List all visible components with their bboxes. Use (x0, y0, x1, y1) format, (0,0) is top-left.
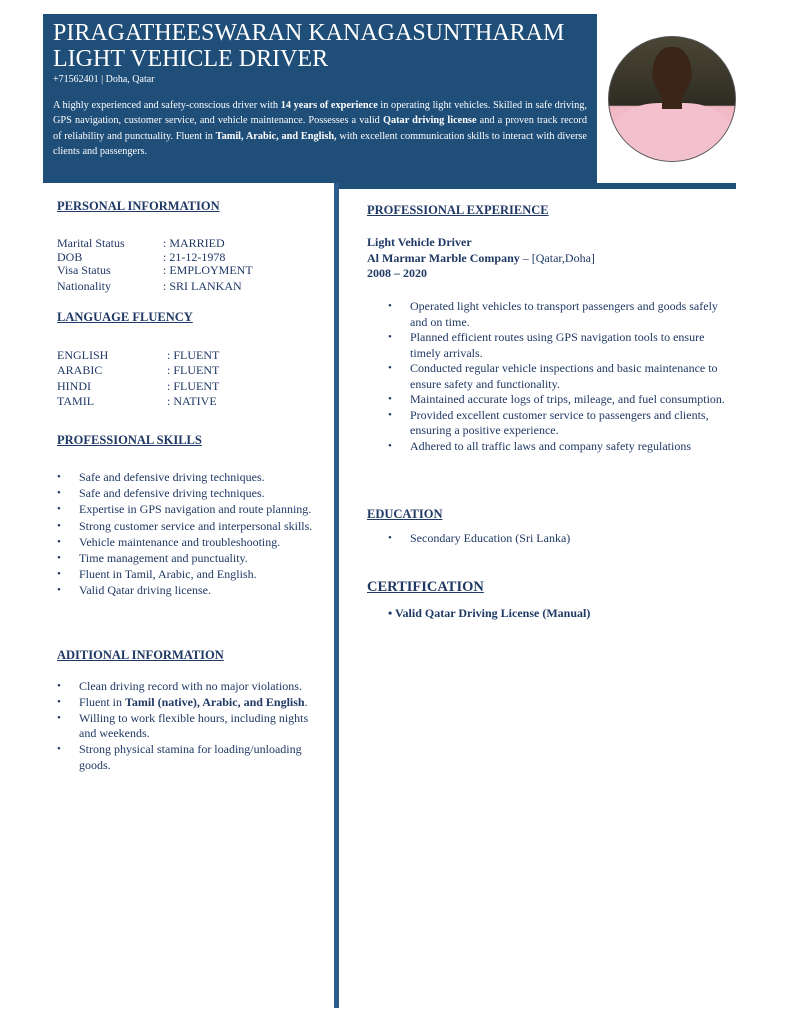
personal-info-row (57, 264, 253, 278)
item-text: . (304, 694, 308, 709)
language-name: HINDI (57, 378, 91, 393)
language-name: ENGLISH (57, 348, 109, 362)
skill-item: • Safe and defensive driving techniques. (57, 469, 315, 485)
duty-item: • Planned efficient routes using GPS navigation tools to ensure timely arrivals. (388, 330, 733, 361)
field-value: : EMPLOYMENT (163, 263, 253, 277)
language-row (57, 379, 219, 394)
contact-info: +71562401 | Doha, Qatar (53, 74, 155, 85)
skill-item: • Time management and punctuality. (57, 550, 315, 566)
certification-text: Valid Qatar Driving License (Manual) (394, 606, 591, 620)
education-heading: EDUCATION (367, 507, 443, 521)
job-location: – [Qatar,Doha] (519, 250, 595, 265)
additional-info-list (57, 679, 315, 774)
header-banner (43, 14, 597, 183)
language-name: ARABIC (57, 363, 103, 378)
bullet-icon: • (388, 606, 395, 620)
job-title (367, 235, 595, 251)
skill-item: • Strong customer service and interpersonal skills. (57, 518, 315, 534)
education-list (388, 531, 733, 547)
language-level: : FLUENT (167, 378, 220, 393)
field-value: : SRI LANKAN (163, 278, 242, 293)
language-level: : NATIVE (167, 393, 217, 408)
item-bold: Tamil (native), Arabic, and English (125, 694, 305, 709)
summary-bold: Qatar driving license (382, 115, 477, 127)
field-label: Visa Status (57, 263, 111, 277)
candidate-name: PIRAGATHEESWARAN KANAGASUNTHARAM (53, 20, 565, 46)
personal-info-heading: PERSONAL INFORMATION (57, 199, 220, 213)
skill-item: • Fluent in Tamil, Arabic, and English. (57, 566, 315, 582)
vertical-divider (334, 183, 339, 1008)
profile-photo (608, 36, 736, 162)
summary-bold: Tamil, Arabic, and English, (215, 130, 337, 142)
professional-skills-heading: PROFESSIONAL SKILLS (57, 433, 202, 447)
field-label: DOB (57, 249, 83, 264)
candidate-role: LIGHT VEHICLE DRIVER (53, 46, 329, 72)
skill-item: • Valid Qatar driving license. (57, 582, 315, 598)
professional-experience-heading: PROFESSIONAL EXPERIENCE (367, 203, 549, 217)
summary-text: with excellent communication skills to interact with diverse clients and passengers. (53, 130, 587, 157)
language-row (57, 394, 219, 409)
job-entry (367, 235, 595, 282)
language-name: TAMIL (57, 393, 95, 408)
job-period (367, 266, 595, 282)
item-text: Fluent in (79, 694, 126, 709)
language-table (57, 348, 219, 409)
language-row (57, 363, 219, 378)
certification-heading: CERTIFICATION (367, 579, 484, 595)
field-label: Nationality (57, 278, 111, 293)
personal-info-row (57, 237, 253, 251)
personal-info-row (57, 280, 253, 294)
summary-bold: 14 years of experience (280, 100, 378, 111)
additional-info-item (57, 695, 315, 711)
summary-text: in operating light vehicles. Skilled in safe driving, GPS navigation, customer service, and vehicle maintenance. Possesses a valid (53, 100, 587, 127)
duty-item: • Conducted regular vehicle inspections and basic maintenance to ensure safety and functionality. (388, 361, 733, 392)
horizontal-divider (334, 183, 736, 189)
photo-shirt (613, 103, 731, 162)
certification-item (388, 606, 590, 621)
additional-info-item: • Clean driving record with no major violations. (57, 679, 315, 695)
language-level: : FLUENT (167, 363, 220, 378)
job-title-text: Light Vehicle Driver (367, 235, 472, 249)
profile-summary (53, 98, 587, 159)
duty-item: • Maintained accurate logs of trips, mileage, and fuel consumption. (388, 392, 733, 408)
additional-info-item: • Strong physical stamina for loading/unloading goods. (57, 742, 315, 774)
summary-text: A highly experienced and safety-conscious driver with (53, 100, 281, 111)
language-fluency-heading: LANGUAGE FLUENCY (57, 310, 193, 324)
duty-item: • Provided excellent customer service to passengers and clients, ensuring a positive experience. (388, 408, 733, 439)
experience-duties-list (388, 299, 733, 454)
personal-info-table (57, 237, 253, 293)
education-item: • Secondary Education (Sri Lanka) (388, 531, 733, 547)
additional-info-heading: ADITIONAL INFORMATION (57, 648, 224, 662)
field-label: Marital Status (57, 236, 125, 250)
skills-list (57, 469, 315, 599)
duty-item: • Operated light vehicles to transport passengers and goods safely and on time. (388, 299, 733, 330)
skill-item: • Safe and defensive driving techniques. (57, 485, 315, 501)
summary-text: and a proven track record of reliability and punctuality. Fluent in (53, 115, 587, 142)
photo-head (653, 47, 691, 99)
company-name: Al Marmar Marble Company (367, 250, 520, 265)
duty-item: • Adhered to all traffic laws and company safety regulations (388, 439, 733, 455)
additional-info-item: • Willing to work flexible hours, including nights and weekends. (57, 711, 315, 743)
personal-info-row (57, 251, 253, 265)
field-value: : 21-12-1978 (163, 249, 226, 264)
job-period-text: 2008 – 2020 (367, 266, 427, 280)
language-row (57, 348, 219, 363)
skill-item: • Expertise in GPS navigation and route planning. (57, 501, 315, 517)
skill-item: • Vehicle maintenance and troubleshooting. (57, 534, 315, 550)
language-level: : FLUENT (167, 348, 220, 362)
job-company-line (367, 251, 595, 267)
field-value: : MARRIED (163, 236, 225, 250)
